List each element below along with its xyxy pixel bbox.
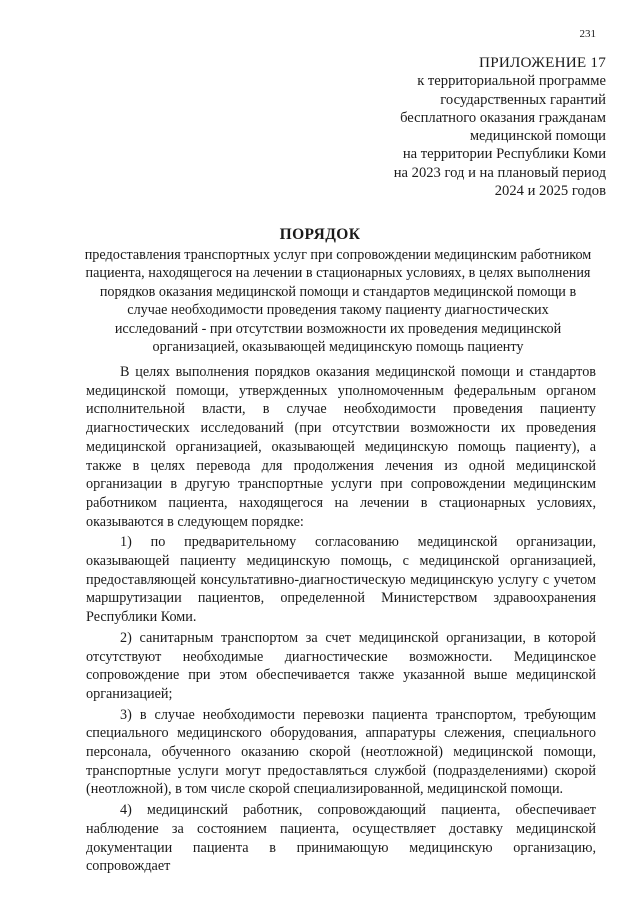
paragraph-intro: В целях выполнения порядков оказания медицинской помощи и стандартов медицинской помощи, утвержденных уполномоченным федеральным органом исполнительной власти, в случае необходимости проведения пациенту диагностических исследований (при отсутствии возможности их проведения медицинской организацией, оказывающей медицинскую помощь пациенту), а также в целях перевода для продолжения лечения из одной медицинской организации в другую транспортные услуги при сопровождении медицинским работником пациента, находящегося на лечении в стационарных условиях, оказываются в следующем порядке: (86, 364, 596, 530)
document-body (86, 363, 596, 878)
page-number: 231 (579, 28, 596, 40)
appendix-header (394, 54, 606, 200)
document-title: ПОРЯДОК (279, 226, 361, 243)
appendix-line: на 2023 год и на плановый период (393, 164, 606, 181)
paragraph-item-4: 4) медицинский работник, сопровождающий пациента, обеспечивает наблюдение за состоянием пациента, осуществляет доставку медицинской документации пациента в принимающую медицинскую организацию, сопровождает (86, 802, 596, 875)
paragraph-item-1: 1) по предварительному согласованию медицинской организации, оказывающей пациенту медицинскую помощь, с медицинской организацией, предоставляющей консультативно-диагностическую медицинскую услугу с учетом маршрутизации пациентов, определенной Министерством здравоохранения Республики Коми. (86, 534, 596, 626)
appendix-line: 2024 и 2025 годов (494, 183, 606, 200)
appendix-line: государственных гарантий (440, 91, 606, 108)
appendix-line: к территориальной программе (417, 73, 606, 90)
appendix-line: бесплатного оказания гражданам (400, 109, 606, 126)
appendix-line: медицинской помощи (469, 128, 606, 145)
appendix-title: ПРИЛОЖЕНИЕ 17 (479, 54, 606, 71)
document-subtitle: предоставления транспортных услуг при сопровождении медицинским работником пациента, находящегося на лечении в стационарных условиях, в целях выполнения порядков оказания медицинской помощи и стандартов медицинской помощи в случае необходимости проведения такому пациенту диагностических исследований - при отсутствии возможности их проведения медицинской организацией, оказывающей медицинскую помощь пациенту (84, 247, 592, 356)
appendix-line: на территории Республики Коми (402, 146, 606, 163)
paragraph-item-2: 2) санитарным транспортом за счет медицинской организации, в которой отсутствуют необходимые диагностические возможности. Медицинское сопровождение при этом обеспечивается также указанной выше медицинской организацией; (86, 629, 596, 702)
paragraph-item-3: 3) в случае необходимости перевозки пациента транспортом, требующим специального медицинского оборудования, аппаратуры слежения, специального персонала, обученного оказанию скорой (неотложной) медицинской помощи, транспортные услуги могут предоставляться службой (подразделениями) скорой (неотложной), в том числе скорой специализированной, медицинской помощи. (86, 706, 596, 798)
